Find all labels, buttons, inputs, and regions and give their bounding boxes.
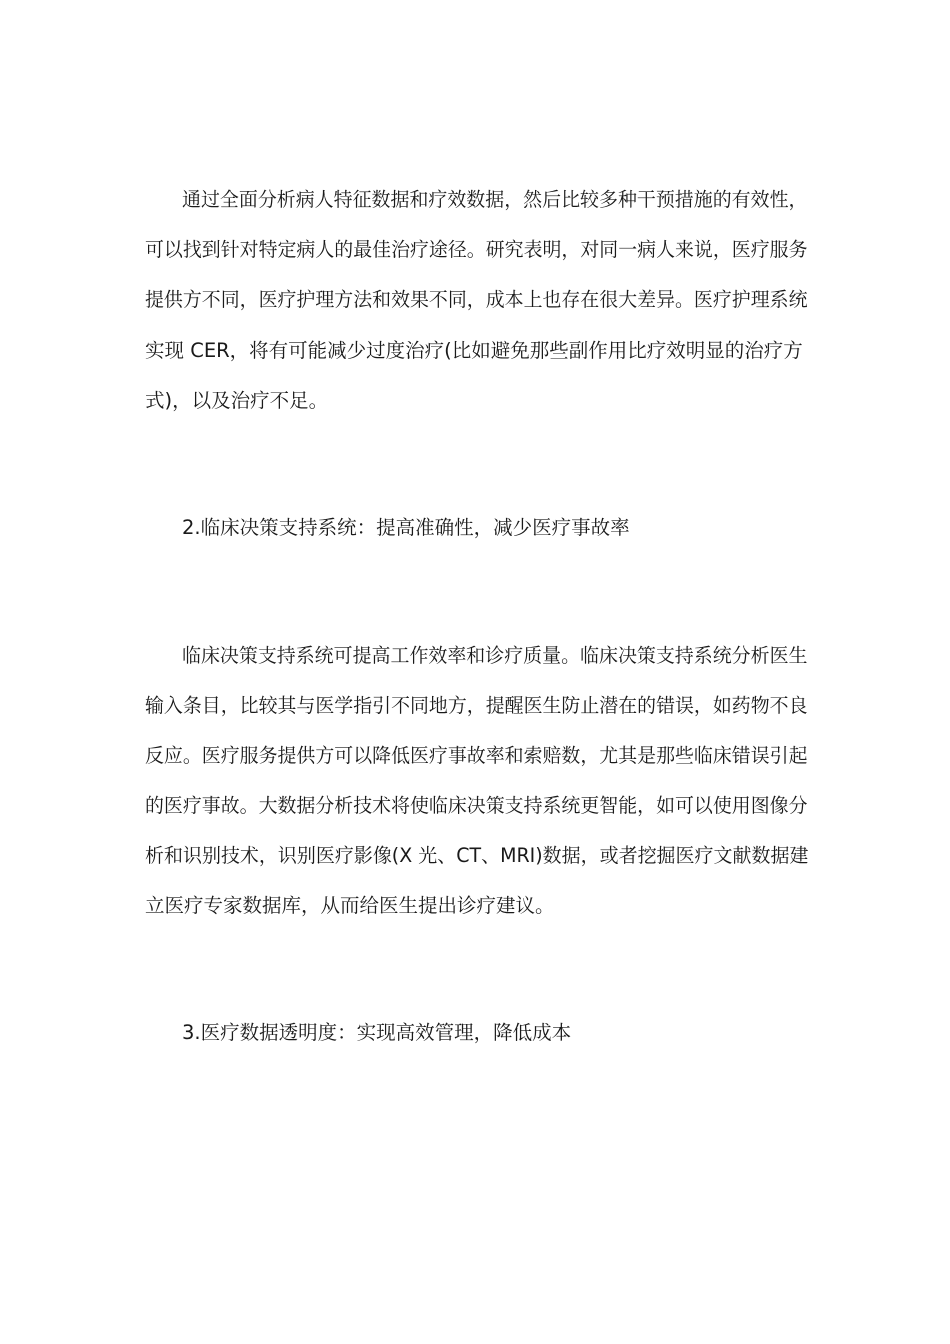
paragraph-1-line-4: 实现 CER，将有可能减少过度治疗(比如避免那些副作用比疗效明显的治疗方 [145,339,803,362]
paragraph-2-line-6: 立医疗专家数据库，从而给医生提出诊疗建议。 [145,894,555,917]
paragraph-1-line-1: 通过全面分析病人特征数据和疗效数据，然后比较多种干预措施的有效性， [182,188,808,211]
paragraph-1-line-2: 可以找到针对特定病人的最佳治疗途径。研究表明，对同一病人来说，医疗服务 [145,238,808,261]
section-heading-2: 2.临床决策支持系统：提高准确性，减少医疗事故率 [182,516,630,539]
section-heading-3: 3.医疗数据透明度：实现高效管理，降低成本 [182,1021,572,1044]
paragraph-2-line-2: 输入条目，比较其与医学指引不同地方，提醒医生防止潜在的错误，如药物不良 [145,694,808,717]
paragraph-2-line-4: 的医疗事故。大数据分析技术将使临床决策支持系统更智能，如可以使用图像分 [145,794,808,817]
paragraph-2-line-1: 临床决策支持系统可提高工作效率和诊疗质量。临床决策支持系统分析医生 [182,644,808,667]
paragraph-1-line-5: 式)，以及治疗不足。 [145,389,329,412]
paragraph-1-line-3: 提供方不同，医疗护理方法和效果不同，成本上也存在很大差异。医疗护理系统 [145,288,808,311]
paragraph-2-line-5: 析和识别技术，识别医疗影像(X 光、CT、MRI)数据，或者挖掘医疗文献数据建 [145,844,809,867]
paragraph-2-line-3: 反应。医疗服务提供方可以降低医疗事故率和索赔数，尤其是那些临床错误引起 [145,744,808,767]
